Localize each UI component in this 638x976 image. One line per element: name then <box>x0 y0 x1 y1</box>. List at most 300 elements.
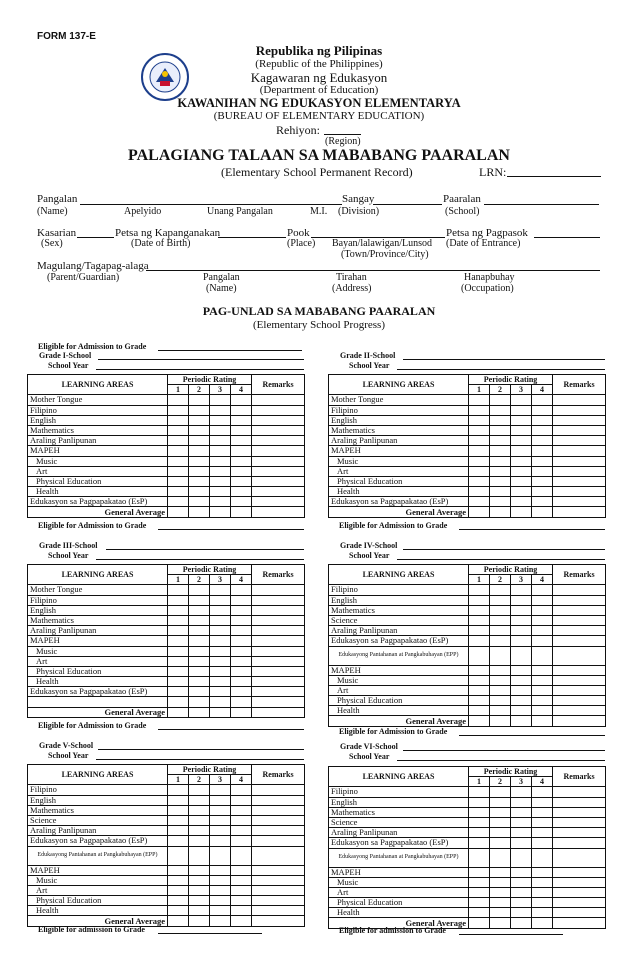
grade-cell[interactable] <box>231 896 252 906</box>
grade-cell[interactable] <box>511 838 532 848</box>
grade-cell[interactable] <box>469 797 490 807</box>
grade-cell[interactable] <box>231 906 252 916</box>
grade-cell[interactable] <box>210 476 231 486</box>
grade-cell[interactable] <box>532 685 553 695</box>
grade-cell[interactable] <box>490 615 511 625</box>
grade-cell[interactable] <box>168 687 189 697</box>
grade-cell[interactable] <box>511 797 532 807</box>
grade-cell[interactable] <box>511 487 532 497</box>
general-average-cell[interactable] <box>553 716 606 726</box>
remarks-cell[interactable] <box>553 706 606 716</box>
grade-cell[interactable] <box>210 646 231 656</box>
grade-cell[interactable] <box>231 497 252 507</box>
general-average-cell[interactable] <box>252 916 305 926</box>
grade-cell[interactable] <box>210 626 231 636</box>
grade-cell[interactable] <box>511 696 532 706</box>
grade-cell[interactable] <box>490 706 511 716</box>
grade-cell[interactable] <box>490 487 511 497</box>
grade-cell[interactable] <box>469 405 490 415</box>
remarks-cell[interactable] <box>252 415 305 425</box>
grade-cell[interactable] <box>511 626 532 636</box>
grade-cell[interactable] <box>231 415 252 425</box>
grade-cell[interactable] <box>532 476 553 486</box>
grade-cell[interactable] <box>168 896 189 906</box>
grade-cell[interactable] <box>469 848 490 867</box>
grade-cell[interactable] <box>490 626 511 636</box>
grade-cell[interactable] <box>532 797 553 807</box>
remarks-cell[interactable] <box>252 697 305 707</box>
remarks-cell[interactable] <box>553 405 606 415</box>
grade-cell[interactable] <box>231 875 252 885</box>
grade-cell[interactable] <box>210 595 231 605</box>
grade-cell[interactable] <box>189 885 210 895</box>
grade-cell[interactable] <box>511 605 532 615</box>
remarks-cell[interactable] <box>553 395 606 405</box>
grade-cell[interactable] <box>168 395 189 405</box>
grade-cell[interactable] <box>210 605 231 615</box>
grade-cell[interactable] <box>189 677 210 687</box>
grade-cell[interactable] <box>511 466 532 476</box>
remarks-cell[interactable] <box>553 476 606 486</box>
general-average-cell[interactable] <box>168 916 189 926</box>
grade-cell[interactable] <box>532 867 553 877</box>
grade-cell[interactable] <box>231 626 252 636</box>
remarks-cell[interactable] <box>252 425 305 435</box>
grade-cell[interactable] <box>511 446 532 456</box>
remarks-cell[interactable] <box>252 896 305 906</box>
grade-cell[interactable] <box>189 646 210 656</box>
grade-cell[interactable] <box>490 887 511 897</box>
remarks-cell[interactable] <box>252 677 305 687</box>
general-average-cell[interactable] <box>189 507 210 517</box>
grade-cell[interactable] <box>231 395 252 405</box>
grade-cell[interactable] <box>168 906 189 916</box>
grade-cell[interactable] <box>532 898 553 908</box>
grade-cell[interactable] <box>189 487 210 497</box>
grade-cell[interactable] <box>168 697 189 707</box>
grade-cell[interactable] <box>511 807 532 817</box>
grade-cell[interactable] <box>189 815 210 825</box>
grade-cell[interactable] <box>511 685 532 695</box>
remarks-cell[interactable] <box>553 887 606 897</box>
grade-cell[interactable] <box>469 696 490 706</box>
grade-cell[interactable] <box>231 605 252 615</box>
grade-cell[interactable] <box>511 425 532 435</box>
grade-cell[interactable] <box>490 595 511 605</box>
remarks-cell[interactable] <box>553 595 606 605</box>
grade-cell[interactable] <box>189 405 210 415</box>
grade-cell[interactable] <box>511 595 532 605</box>
general-average-cell[interactable] <box>490 507 511 517</box>
general-average-cell[interactable] <box>252 707 305 717</box>
grade-cell[interactable] <box>469 908 490 918</box>
grade-cell[interactable] <box>168 646 189 656</box>
grade-cell[interactable] <box>168 595 189 605</box>
grade-cell[interactable] <box>189 785 210 795</box>
grade-cell[interactable] <box>469 446 490 456</box>
grade-cell[interactable] <box>490 817 511 827</box>
general-average-cell[interactable] <box>210 707 231 717</box>
remarks-cell[interactable] <box>252 875 305 885</box>
grade-cell[interactable] <box>231 785 252 795</box>
grade-cell[interactable] <box>511 908 532 918</box>
grade-cell[interactable] <box>511 877 532 887</box>
remarks-cell[interactable] <box>252 785 305 795</box>
grade-cell[interactable] <box>511 665 532 675</box>
grade-cell[interactable] <box>168 805 189 815</box>
grade-cell[interactable] <box>189 605 210 615</box>
grade-cell[interactable] <box>532 585 553 595</box>
grade-cell[interactable] <box>231 646 252 656</box>
remarks-cell[interactable] <box>553 696 606 706</box>
grade-cell[interactable] <box>231 865 252 875</box>
general-average-cell[interactable] <box>553 918 606 928</box>
grade-cell[interactable] <box>168 815 189 825</box>
grade-cell[interactable] <box>231 666 252 676</box>
grade-cell[interactable] <box>189 615 210 625</box>
general-average-cell[interactable] <box>252 507 305 517</box>
grade-cell[interactable] <box>532 908 553 918</box>
grade-cell[interactable] <box>469 605 490 615</box>
remarks-cell[interactable] <box>252 466 305 476</box>
remarks-cell[interactable] <box>252 476 305 486</box>
grade-cell[interactable] <box>532 497 553 507</box>
grade-cell[interactable] <box>231 677 252 687</box>
grade-cell[interactable] <box>189 697 210 707</box>
grade-cell[interactable] <box>490 395 511 405</box>
grade-cell[interactable] <box>490 497 511 507</box>
remarks-cell[interactable] <box>553 867 606 877</box>
remarks-cell[interactable] <box>252 805 305 815</box>
remarks-cell[interactable] <box>252 687 305 697</box>
remarks-cell[interactable] <box>252 456 305 466</box>
grade-cell[interactable] <box>469 456 490 466</box>
grade-cell[interactable] <box>532 487 553 497</box>
remarks-cell[interactable] <box>553 685 606 695</box>
grade-cell[interactable] <box>231 656 252 666</box>
grade-cell[interactable] <box>511 887 532 897</box>
grade-cell[interactable] <box>511 615 532 625</box>
grade-cell[interactable] <box>210 405 231 415</box>
grade-cell[interactable] <box>469 807 490 817</box>
remarks-cell[interactable] <box>553 436 606 446</box>
remarks-cell[interactable] <box>553 848 606 867</box>
grade-cell[interactable] <box>231 636 252 646</box>
grade-cell[interactable] <box>469 466 490 476</box>
grade-cell[interactable] <box>490 675 511 685</box>
grade-cell[interactable] <box>210 885 231 895</box>
grade-cell[interactable] <box>532 706 553 716</box>
remarks-cell[interactable] <box>252 656 305 666</box>
grade-cell[interactable] <box>511 436 532 446</box>
grade-cell[interactable] <box>189 805 210 815</box>
grade-cell[interactable] <box>231 885 252 895</box>
remarks-cell[interactable] <box>553 466 606 476</box>
grade-cell[interactable] <box>168 466 189 476</box>
remarks-cell[interactable] <box>252 595 305 605</box>
remarks-cell[interactable] <box>553 626 606 636</box>
general-average-cell[interactable] <box>210 507 231 517</box>
grade-cell[interactable] <box>490 696 511 706</box>
general-average-cell[interactable] <box>231 707 252 717</box>
remarks-cell[interactable] <box>553 487 606 497</box>
grade-cell[interactable] <box>189 836 210 846</box>
general-average-cell[interactable] <box>511 918 532 928</box>
grade-cell[interactable] <box>511 395 532 405</box>
remarks-cell[interactable] <box>553 615 606 625</box>
general-average-cell[interactable] <box>189 707 210 717</box>
grade-cell[interactable] <box>189 456 210 466</box>
grade-cell[interactable] <box>490 665 511 675</box>
grade-cell[interactable] <box>532 807 553 817</box>
grade-cell[interactable] <box>532 425 553 435</box>
grade-cell[interactable] <box>210 656 231 666</box>
remarks-cell[interactable] <box>553 497 606 507</box>
grade-cell[interactable] <box>469 476 490 486</box>
grade-cell[interactable] <box>469 817 490 827</box>
remarks-cell[interactable] <box>252 636 305 646</box>
grade-cell[interactable] <box>231 615 252 625</box>
grade-cell[interactable] <box>490 425 511 435</box>
grade-cell[interactable] <box>469 665 490 675</box>
grade-cell[interactable] <box>189 656 210 666</box>
grade-cell[interactable] <box>490 466 511 476</box>
grade-cell[interactable] <box>469 828 490 838</box>
remarks-cell[interactable] <box>252 836 305 846</box>
remarks-cell[interactable] <box>252 885 305 895</box>
remarks-cell[interactable] <box>553 675 606 685</box>
grade-cell[interactable] <box>189 395 210 405</box>
grade-cell[interactable] <box>469 585 490 595</box>
remarks-cell[interactable] <box>553 908 606 918</box>
grade-cell[interactable] <box>231 466 252 476</box>
remarks-cell[interactable] <box>252 795 305 805</box>
remarks-cell[interactable] <box>553 898 606 908</box>
general-average-cell[interactable] <box>231 916 252 926</box>
grade-cell[interactable] <box>490 838 511 848</box>
grade-cell[interactable] <box>490 807 511 817</box>
grade-cell[interactable] <box>210 487 231 497</box>
grade-cell[interactable] <box>511 456 532 466</box>
grade-cell[interactable] <box>189 446 210 456</box>
grade-cell[interactable] <box>511 415 532 425</box>
grade-cell[interactable] <box>469 626 490 636</box>
grade-cell[interactable] <box>231 585 252 595</box>
grade-cell[interactable] <box>532 595 553 605</box>
grade-cell[interactable] <box>168 456 189 466</box>
grade-cell[interactable] <box>469 436 490 446</box>
grade-cell[interactable] <box>511 405 532 415</box>
grade-cell[interactable] <box>490 415 511 425</box>
general-average-cell[interactable] <box>511 716 532 726</box>
remarks-cell[interactable] <box>553 425 606 435</box>
grade-cell[interactable] <box>532 665 553 675</box>
grade-cell[interactable] <box>532 838 553 848</box>
grade-cell[interactable] <box>532 456 553 466</box>
grade-cell[interactable] <box>469 595 490 605</box>
remarks-cell[interactable] <box>553 828 606 838</box>
grade-cell[interactable] <box>231 405 252 415</box>
grade-cell[interactable] <box>168 636 189 646</box>
remarks-cell[interactable] <box>252 646 305 656</box>
grade-cell[interactable] <box>168 677 189 687</box>
grade-cell[interactable] <box>231 697 252 707</box>
grade-cell[interactable] <box>469 675 490 685</box>
remarks-cell[interactable] <box>252 615 305 625</box>
grade-cell[interactable] <box>168 836 189 846</box>
remarks-cell[interactable] <box>553 817 606 827</box>
grade-cell[interactable] <box>168 656 189 666</box>
grade-cell[interactable] <box>490 446 511 456</box>
grade-cell[interactable] <box>469 415 490 425</box>
remarks-cell[interactable] <box>553 456 606 466</box>
grade-cell[interactable] <box>469 395 490 405</box>
grade-cell[interactable] <box>469 636 490 646</box>
grade-cell[interactable] <box>532 626 553 636</box>
grade-cell[interactable] <box>189 865 210 875</box>
remarks-cell[interactable] <box>553 797 606 807</box>
grade-cell[interactable] <box>189 666 210 676</box>
grade-cell[interactable] <box>511 828 532 838</box>
grade-cell[interactable] <box>231 446 252 456</box>
grade-cell[interactable] <box>189 585 210 595</box>
remarks-cell[interactable] <box>252 826 305 836</box>
grade-cell[interactable] <box>168 415 189 425</box>
grade-cell[interactable] <box>189 875 210 885</box>
grade-cell[interactable] <box>168 846 189 865</box>
grade-cell[interactable] <box>210 815 231 825</box>
grade-cell[interactable] <box>469 706 490 716</box>
grade-cell[interactable] <box>490 828 511 838</box>
grade-cell[interactable] <box>469 838 490 848</box>
grade-cell[interactable] <box>532 675 553 685</box>
grade-cell[interactable] <box>210 446 231 456</box>
grade-cell[interactable] <box>511 675 532 685</box>
grade-cell[interactable] <box>511 497 532 507</box>
grade-cell[interactable] <box>210 687 231 697</box>
grade-cell[interactable] <box>490 877 511 887</box>
grade-cell[interactable] <box>231 595 252 605</box>
grade-cell[interactable] <box>511 585 532 595</box>
grade-cell[interactable] <box>511 848 532 867</box>
grade-cell[interactable] <box>210 785 231 795</box>
grade-cell[interactable] <box>189 425 210 435</box>
remarks-cell[interactable] <box>553 415 606 425</box>
general-average-cell[interactable] <box>168 507 189 517</box>
grade-cell[interactable] <box>511 817 532 827</box>
general-average-cell[interactable] <box>231 507 252 517</box>
remarks-cell[interactable] <box>553 585 606 595</box>
grade-cell[interactable] <box>532 466 553 476</box>
grade-cell[interactable] <box>532 405 553 415</box>
grade-cell[interactable] <box>231 815 252 825</box>
grade-cell[interactable] <box>231 436 252 446</box>
grade-cell[interactable] <box>168 795 189 805</box>
grade-cell[interactable] <box>532 395 553 405</box>
grade-cell[interactable] <box>532 787 553 797</box>
grade-cell[interactable] <box>210 677 231 687</box>
grade-cell[interactable] <box>210 697 231 707</box>
grade-cell[interactable] <box>210 896 231 906</box>
remarks-cell[interactable] <box>252 436 305 446</box>
grade-cell[interactable] <box>168 626 189 636</box>
general-average-cell[interactable] <box>469 918 490 928</box>
grade-cell[interactable] <box>532 605 553 615</box>
general-average-cell[interactable] <box>532 716 553 726</box>
grade-cell[interactable] <box>168 605 189 615</box>
grade-cell[interactable] <box>511 476 532 486</box>
grade-cell[interactable] <box>189 595 210 605</box>
remarks-cell[interactable] <box>252 846 305 865</box>
grade-cell[interactable] <box>511 898 532 908</box>
general-average-cell[interactable] <box>469 507 490 517</box>
grade-cell[interactable] <box>490 898 511 908</box>
grade-cell[interactable] <box>189 795 210 805</box>
grade-cell[interactable] <box>490 585 511 595</box>
grade-cell[interactable] <box>168 405 189 415</box>
grade-cell[interactable] <box>469 898 490 908</box>
remarks-cell[interactable] <box>252 497 305 507</box>
grade-cell[interactable] <box>469 867 490 877</box>
grade-cell[interactable] <box>168 436 189 446</box>
grade-cell[interactable] <box>532 415 553 425</box>
grade-cell[interactable] <box>511 636 532 646</box>
grade-cell[interactable] <box>231 846 252 865</box>
grade-cell[interactable] <box>168 865 189 875</box>
grade-cell[interactable] <box>469 646 490 665</box>
grade-cell[interactable] <box>511 787 532 797</box>
grade-cell[interactable] <box>469 887 490 897</box>
grade-cell[interactable] <box>210 415 231 425</box>
grade-cell[interactable] <box>490 848 511 867</box>
grade-cell[interactable] <box>231 487 252 497</box>
remarks-cell[interactable] <box>553 605 606 615</box>
remarks-cell[interactable] <box>252 487 305 497</box>
general-average-cell[interactable] <box>532 918 553 928</box>
grade-cell[interactable] <box>189 626 210 636</box>
grade-cell[interactable] <box>168 826 189 836</box>
remarks-cell[interactable] <box>553 838 606 848</box>
grade-cell[interactable] <box>189 687 210 697</box>
grade-cell[interactable] <box>231 456 252 466</box>
remarks-cell[interactable] <box>252 666 305 676</box>
grade-cell[interactable] <box>469 877 490 887</box>
grade-cell[interactable] <box>469 497 490 507</box>
remarks-cell[interactable] <box>252 906 305 916</box>
general-average-cell[interactable] <box>168 707 189 717</box>
grade-cell[interactable] <box>168 875 189 885</box>
grade-cell[interactable] <box>532 696 553 706</box>
grade-cell[interactable] <box>490 867 511 877</box>
grade-cell[interactable] <box>490 787 511 797</box>
grade-cell[interactable] <box>490 605 511 615</box>
remarks-cell[interactable] <box>553 446 606 456</box>
grade-cell[interactable] <box>469 787 490 797</box>
grade-cell[interactable] <box>210 497 231 507</box>
grade-cell[interactable] <box>532 615 553 625</box>
general-average-cell[interactable] <box>511 507 532 517</box>
remarks-cell[interactable] <box>553 646 606 665</box>
grade-cell[interactable] <box>189 906 210 916</box>
general-average-cell[interactable] <box>210 916 231 926</box>
grade-cell[interactable] <box>490 405 511 415</box>
grade-cell[interactable] <box>168 785 189 795</box>
grade-cell[interactable] <box>168 615 189 625</box>
grade-cell[interactable] <box>231 476 252 486</box>
grade-cell[interactable] <box>490 908 511 918</box>
grade-cell[interactable] <box>210 826 231 836</box>
grade-cell[interactable] <box>189 826 210 836</box>
